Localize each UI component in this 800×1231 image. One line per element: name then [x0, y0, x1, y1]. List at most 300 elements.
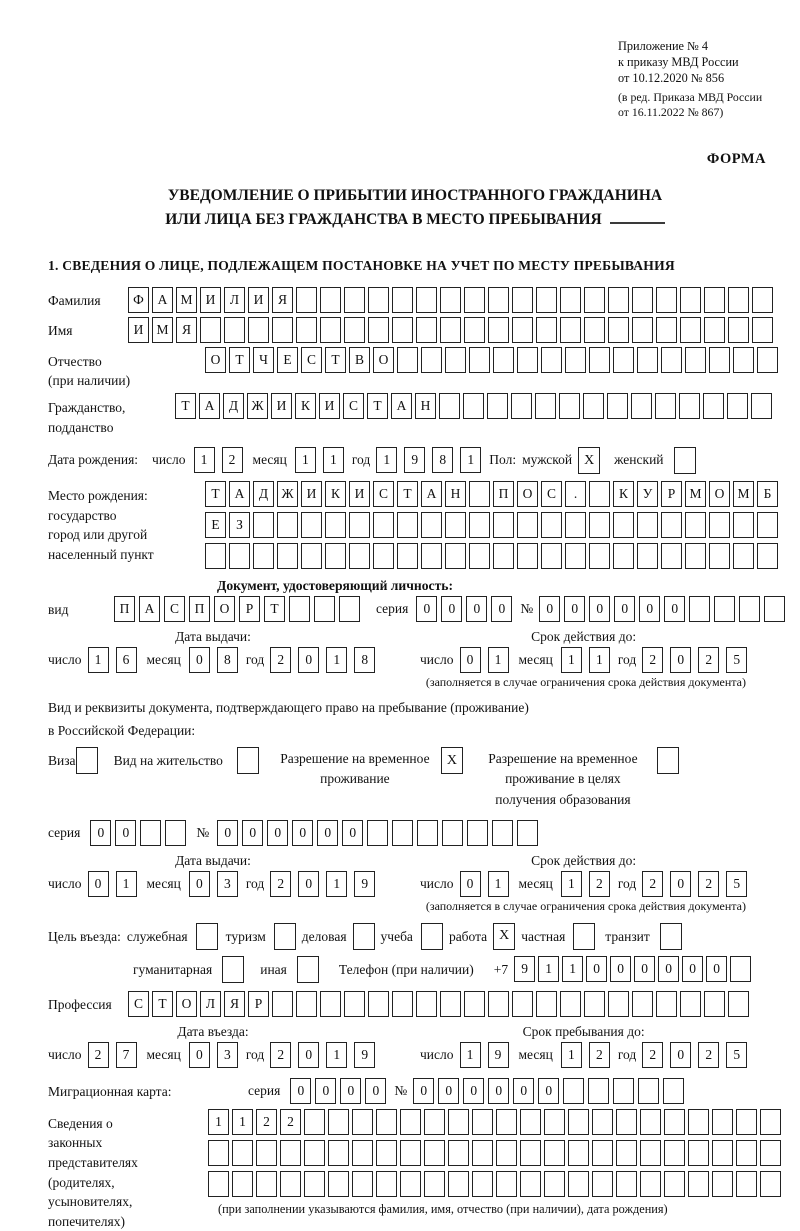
- char-box[interactable]: 1: [88, 647, 109, 673]
- char-box[interactable]: [613, 512, 634, 538]
- char-box[interactable]: [656, 991, 677, 1017]
- char-box[interactable]: [608, 317, 629, 343]
- char-box[interactable]: [493, 347, 514, 373]
- char-box[interactable]: [448, 1140, 469, 1166]
- char-box[interactable]: [559, 393, 580, 419]
- char-box[interactable]: [289, 596, 310, 622]
- temp-residence-edu-checkbox[interactable]: [657, 747, 679, 774]
- char-box[interactable]: С: [373, 481, 394, 507]
- char-box[interactable]: [400, 1109, 421, 1135]
- char-box[interactable]: А: [391, 393, 412, 419]
- char-box[interactable]: [640, 1109, 661, 1135]
- char-box[interactable]: [469, 543, 490, 569]
- char-box[interactable]: Я: [272, 287, 293, 313]
- char-box[interactable]: 0: [538, 1078, 559, 1104]
- char-box[interactable]: 0: [88, 871, 109, 897]
- char-box[interactable]: О: [176, 991, 197, 1017]
- char-box[interactable]: 0: [413, 1078, 434, 1104]
- char-box[interactable]: 0: [539, 596, 560, 622]
- char-box[interactable]: 2: [270, 647, 291, 673]
- char-box[interactable]: [616, 1109, 637, 1135]
- char-box[interactable]: [344, 287, 365, 313]
- char-box[interactable]: С: [164, 596, 185, 622]
- char-box[interactable]: [631, 393, 652, 419]
- char-box[interactable]: [464, 991, 485, 1017]
- char-box[interactable]: Я: [224, 991, 245, 1017]
- char-box[interactable]: [439, 393, 460, 419]
- char-box[interactable]: [511, 393, 532, 419]
- char-box[interactable]: [704, 287, 725, 313]
- char-box[interactable]: 0: [317, 820, 338, 846]
- char-box[interactable]: [541, 543, 562, 569]
- char-box[interactable]: 0: [298, 871, 319, 897]
- char-box[interactable]: [256, 1171, 277, 1197]
- char-box[interactable]: [655, 393, 676, 419]
- char-box[interactable]: [730, 956, 751, 982]
- char-box[interactable]: Т: [397, 481, 418, 507]
- char-box[interactable]: [280, 1171, 301, 1197]
- char-box[interactable]: 0: [298, 647, 319, 673]
- char-box[interactable]: И: [271, 393, 292, 419]
- char-box[interactable]: [472, 1109, 493, 1135]
- char-box[interactable]: 0: [564, 596, 585, 622]
- char-box[interactable]: [232, 1140, 253, 1166]
- char-box[interactable]: И: [128, 317, 149, 343]
- char-box[interactable]: [565, 347, 586, 373]
- char-box[interactable]: Е: [205, 512, 226, 538]
- char-box[interactable]: [589, 543, 610, 569]
- char-box[interactable]: 2: [589, 871, 610, 897]
- char-box[interactable]: [757, 347, 778, 373]
- char-box[interactable]: [592, 1171, 613, 1197]
- char-box[interactable]: [296, 991, 317, 1017]
- char-box[interactable]: [565, 512, 586, 538]
- purpose-study-checkbox[interactable]: [421, 923, 443, 950]
- char-box[interactable]: [588, 1078, 609, 1104]
- char-box[interactable]: 1: [460, 447, 481, 473]
- char-box[interactable]: 1: [232, 1109, 253, 1135]
- char-box[interactable]: М: [152, 317, 173, 343]
- purpose-transit-checkbox[interactable]: [660, 923, 682, 950]
- char-box[interactable]: [328, 1171, 349, 1197]
- char-box[interactable]: 0: [463, 1078, 484, 1104]
- char-box[interactable]: 0: [658, 956, 679, 982]
- char-box[interactable]: [448, 1109, 469, 1135]
- char-box[interactable]: [517, 820, 538, 846]
- char-box[interactable]: [680, 287, 701, 313]
- char-box[interactable]: [464, 287, 485, 313]
- char-box[interactable]: [339, 596, 360, 622]
- char-box[interactable]: [467, 820, 488, 846]
- char-box[interactable]: [397, 347, 418, 373]
- char-box[interactable]: Б: [757, 481, 778, 507]
- char-box[interactable]: [208, 1171, 229, 1197]
- char-box[interactable]: [685, 543, 706, 569]
- char-box[interactable]: [640, 1171, 661, 1197]
- char-box[interactable]: [392, 991, 413, 1017]
- char-box[interactable]: [757, 512, 778, 538]
- char-box[interactable]: 0: [589, 596, 610, 622]
- char-box[interactable]: [733, 512, 754, 538]
- char-box[interactable]: [728, 317, 749, 343]
- char-box[interactable]: 1: [562, 956, 583, 982]
- char-box[interactable]: 1: [460, 1042, 481, 1068]
- char-box[interactable]: [165, 820, 186, 846]
- char-box[interactable]: 8: [354, 647, 375, 673]
- char-box[interactable]: К: [295, 393, 316, 419]
- char-box[interactable]: Т: [325, 347, 346, 373]
- char-box[interactable]: Н: [415, 393, 436, 419]
- char-box[interactable]: 2: [698, 647, 719, 673]
- char-box[interactable]: [421, 347, 442, 373]
- visa-checkbox[interactable]: [76, 747, 98, 774]
- char-box[interactable]: [608, 287, 629, 313]
- char-box[interactable]: [416, 287, 437, 313]
- char-box[interactable]: И: [200, 287, 221, 313]
- char-box[interactable]: 8: [432, 447, 453, 473]
- char-box[interactable]: [736, 1109, 757, 1135]
- char-box[interactable]: [613, 347, 634, 373]
- char-box[interactable]: [445, 512, 466, 538]
- char-box[interactable]: Д: [253, 481, 274, 507]
- char-box[interactable]: 1: [326, 647, 347, 673]
- char-box[interactable]: [739, 596, 760, 622]
- char-box[interactable]: [496, 1109, 517, 1135]
- char-box[interactable]: 1: [326, 871, 347, 897]
- char-box[interactable]: [493, 543, 514, 569]
- char-box[interactable]: 0: [342, 820, 363, 846]
- char-box[interactable]: П: [114, 596, 135, 622]
- char-box[interactable]: 9: [354, 871, 375, 897]
- char-box[interactable]: 5: [726, 1042, 747, 1068]
- char-box[interactable]: 1: [561, 871, 582, 897]
- char-box[interactable]: 0: [340, 1078, 361, 1104]
- female-checkbox[interactable]: [674, 447, 696, 474]
- char-box[interactable]: В: [349, 347, 370, 373]
- char-box[interactable]: [232, 1171, 253, 1197]
- char-box[interactable]: [488, 317, 509, 343]
- char-box[interactable]: [685, 347, 706, 373]
- char-box[interactable]: [679, 393, 700, 419]
- char-box[interactable]: [320, 991, 341, 1017]
- char-box[interactable]: [463, 393, 484, 419]
- char-box[interactable]: [544, 1109, 565, 1135]
- char-box[interactable]: [320, 317, 341, 343]
- char-box[interactable]: [397, 543, 418, 569]
- char-box[interactable]: [256, 1140, 277, 1166]
- char-box[interactable]: [637, 347, 658, 373]
- char-box[interactable]: [632, 287, 653, 313]
- char-box[interactable]: [296, 287, 317, 313]
- char-box[interactable]: [424, 1140, 445, 1166]
- char-box[interactable]: [733, 543, 754, 569]
- char-box[interactable]: С: [541, 481, 562, 507]
- char-box[interactable]: [440, 317, 461, 343]
- char-box[interactable]: [200, 317, 221, 343]
- char-box[interactable]: [512, 317, 533, 343]
- char-box[interactable]: 6: [116, 647, 137, 673]
- char-box[interactable]: 1: [488, 871, 509, 897]
- char-box[interactable]: [733, 347, 754, 373]
- char-box[interactable]: [616, 1171, 637, 1197]
- char-box[interactable]: 2: [642, 871, 663, 897]
- char-box[interactable]: [664, 1171, 685, 1197]
- char-box[interactable]: 1: [295, 447, 316, 473]
- char-box[interactable]: [352, 1109, 373, 1135]
- char-box[interactable]: [760, 1171, 781, 1197]
- char-box[interactable]: [421, 543, 442, 569]
- char-box[interactable]: [328, 1140, 349, 1166]
- char-box[interactable]: Ж: [247, 393, 268, 419]
- purpose-work-checkbox[interactable]: X: [493, 923, 515, 950]
- char-box[interactable]: 0: [365, 1078, 386, 1104]
- char-box[interactable]: И: [319, 393, 340, 419]
- char-box[interactable]: [736, 1171, 757, 1197]
- char-box[interactable]: [709, 543, 730, 569]
- char-box[interactable]: П: [493, 481, 514, 507]
- char-box[interactable]: [417, 820, 438, 846]
- char-box[interactable]: А: [152, 287, 173, 313]
- char-box[interactable]: [488, 991, 509, 1017]
- char-box[interactable]: 0: [634, 956, 655, 982]
- char-box[interactable]: Ж: [277, 481, 298, 507]
- char-box[interactable]: 0: [290, 1078, 311, 1104]
- char-box[interactable]: [488, 287, 509, 313]
- char-box[interactable]: [469, 347, 490, 373]
- char-box[interactable]: [325, 543, 346, 569]
- char-box[interactable]: [272, 991, 293, 1017]
- char-box[interactable]: О: [517, 481, 538, 507]
- char-box[interactable]: [304, 1140, 325, 1166]
- char-box[interactable]: [568, 1140, 589, 1166]
- purpose-private-checkbox[interactable]: [573, 923, 595, 950]
- residence-permit-checkbox[interactable]: [237, 747, 259, 774]
- char-box[interactable]: [689, 596, 710, 622]
- char-box[interactable]: [592, 1140, 613, 1166]
- char-box[interactable]: [661, 512, 682, 538]
- char-box[interactable]: А: [199, 393, 220, 419]
- char-box[interactable]: [544, 1171, 565, 1197]
- char-box[interactable]: Л: [224, 287, 245, 313]
- char-box[interactable]: [536, 317, 557, 343]
- char-box[interactable]: [424, 1109, 445, 1135]
- char-box[interactable]: 5: [726, 647, 747, 673]
- char-box[interactable]: [663, 1078, 684, 1104]
- char-box[interactable]: 0: [664, 596, 685, 622]
- char-box[interactable]: 0: [460, 871, 481, 897]
- char-box[interactable]: [487, 393, 508, 419]
- char-box[interactable]: [536, 287, 557, 313]
- char-box[interactable]: [496, 1171, 517, 1197]
- char-box[interactable]: [752, 317, 773, 343]
- char-box[interactable]: Ч: [253, 347, 274, 373]
- char-box[interactable]: О: [205, 347, 226, 373]
- char-box[interactable]: 9: [354, 1042, 375, 1068]
- char-box[interactable]: [680, 991, 701, 1017]
- char-box[interactable]: [469, 481, 490, 507]
- char-box[interactable]: С: [128, 991, 149, 1017]
- char-box[interactable]: [277, 543, 298, 569]
- char-box[interactable]: Т: [152, 991, 173, 1017]
- char-box[interactable]: [416, 991, 437, 1017]
- char-box[interactable]: 0: [441, 596, 462, 622]
- char-box[interactable]: О: [709, 481, 730, 507]
- char-box[interactable]: [248, 317, 269, 343]
- char-box[interactable]: [589, 512, 610, 538]
- char-box[interactable]: [472, 1140, 493, 1166]
- char-box[interactable]: [325, 512, 346, 538]
- char-box[interactable]: 1: [561, 647, 582, 673]
- char-box[interactable]: [656, 317, 677, 343]
- char-box[interactable]: [764, 596, 785, 622]
- char-box[interactable]: [205, 543, 226, 569]
- char-box[interactable]: [373, 512, 394, 538]
- char-box[interactable]: А: [139, 596, 160, 622]
- char-box[interactable]: 9: [514, 956, 535, 982]
- char-box[interactable]: [520, 1171, 541, 1197]
- char-box[interactable]: [445, 347, 466, 373]
- char-box[interactable]: 2: [222, 447, 243, 473]
- char-box[interactable]: 2: [642, 1042, 663, 1068]
- char-box[interactable]: [344, 991, 365, 1017]
- char-box[interactable]: [589, 481, 610, 507]
- char-box[interactable]: [640, 1140, 661, 1166]
- char-box[interactable]: 0: [438, 1078, 459, 1104]
- char-box[interactable]: [688, 1140, 709, 1166]
- char-box[interactable]: [760, 1140, 781, 1166]
- char-box[interactable]: [736, 1140, 757, 1166]
- char-box[interactable]: [301, 512, 322, 538]
- char-box[interactable]: [703, 393, 724, 419]
- char-box[interactable]: [712, 1140, 733, 1166]
- char-box[interactable]: 1: [194, 447, 215, 473]
- char-box[interactable]: 0: [298, 1042, 319, 1068]
- char-box[interactable]: [568, 1109, 589, 1135]
- char-box[interactable]: 0: [267, 820, 288, 846]
- char-box[interactable]: [583, 393, 604, 419]
- char-box[interactable]: [664, 1109, 685, 1135]
- char-box[interactable]: [712, 1109, 733, 1135]
- char-box[interactable]: 0: [586, 956, 607, 982]
- char-box[interactable]: [661, 543, 682, 569]
- char-box[interactable]: [314, 596, 335, 622]
- char-box[interactable]: С: [343, 393, 364, 419]
- char-box[interactable]: [496, 1140, 517, 1166]
- char-box[interactable]: [472, 1171, 493, 1197]
- char-box[interactable]: 1: [561, 1042, 582, 1068]
- char-box[interactable]: [688, 1109, 709, 1135]
- char-box[interactable]: [560, 287, 581, 313]
- purpose-other-checkbox[interactable]: [297, 956, 319, 983]
- char-box[interactable]: С: [301, 347, 322, 373]
- char-box[interactable]: [397, 512, 418, 538]
- char-box[interactable]: К: [325, 481, 346, 507]
- char-box[interactable]: [517, 543, 538, 569]
- char-box[interactable]: [349, 543, 370, 569]
- char-box[interactable]: [565, 543, 586, 569]
- char-box[interactable]: [584, 287, 605, 313]
- char-box[interactable]: 9: [488, 1042, 509, 1068]
- char-box[interactable]: [296, 317, 317, 343]
- char-box[interactable]: [400, 1171, 421, 1197]
- char-box[interactable]: 1: [326, 1042, 347, 1068]
- char-box[interactable]: 0: [242, 820, 263, 846]
- char-box[interactable]: [280, 1140, 301, 1166]
- char-box[interactable]: [304, 1109, 325, 1135]
- char-box[interactable]: 0: [670, 647, 691, 673]
- char-box[interactable]: [277, 512, 298, 538]
- char-box[interactable]: 0: [115, 820, 136, 846]
- char-box[interactable]: [613, 1078, 634, 1104]
- char-box[interactable]: И: [349, 481, 370, 507]
- purpose-tourism-checkbox[interactable]: [274, 923, 296, 950]
- char-box[interactable]: М: [176, 287, 197, 313]
- purpose-official-checkbox[interactable]: [196, 923, 218, 950]
- char-box[interactable]: [568, 1171, 589, 1197]
- char-box[interactable]: [704, 991, 725, 1017]
- char-box[interactable]: [709, 512, 730, 538]
- char-box[interactable]: 2: [88, 1042, 109, 1068]
- char-box[interactable]: [272, 317, 293, 343]
- char-box[interactable]: [376, 1109, 397, 1135]
- char-box[interactable]: [727, 393, 748, 419]
- male-checkbox[interactable]: X: [578, 447, 600, 474]
- char-box[interactable]: [208, 1140, 229, 1166]
- char-box[interactable]: [752, 287, 773, 313]
- purpose-business-checkbox[interactable]: [353, 923, 375, 950]
- char-box[interactable]: 8: [217, 647, 238, 673]
- char-box[interactable]: 9: [404, 447, 425, 473]
- char-box[interactable]: [140, 820, 161, 846]
- char-box[interactable]: 1: [323, 447, 344, 473]
- char-box[interactable]: 0: [466, 596, 487, 622]
- char-box[interactable]: [712, 1171, 733, 1197]
- char-box[interactable]: [536, 991, 557, 1017]
- char-box[interactable]: [373, 543, 394, 569]
- char-box[interactable]: [376, 1171, 397, 1197]
- char-box[interactable]: [301, 543, 322, 569]
- char-box[interactable]: Т: [205, 481, 226, 507]
- char-box[interactable]: [541, 512, 562, 538]
- char-box[interactable]: Р: [248, 991, 269, 1017]
- char-box[interactable]: Е: [277, 347, 298, 373]
- char-box[interactable]: 0: [682, 956, 703, 982]
- char-box[interactable]: 0: [460, 647, 481, 673]
- char-box[interactable]: 2: [270, 871, 291, 897]
- char-box[interactable]: 0: [513, 1078, 534, 1104]
- char-box[interactable]: 2: [270, 1042, 291, 1068]
- char-box[interactable]: [368, 287, 389, 313]
- char-box[interactable]: 2: [256, 1109, 277, 1135]
- char-box[interactable]: 0: [639, 596, 660, 622]
- char-box[interactable]: [421, 512, 442, 538]
- temp-residence-checkbox[interactable]: X: [441, 747, 463, 774]
- char-box[interactable]: [464, 317, 485, 343]
- char-box[interactable]: [560, 317, 581, 343]
- char-box[interactable]: И: [248, 287, 269, 313]
- char-box[interactable]: 0: [610, 956, 631, 982]
- char-box[interactable]: [608, 991, 629, 1017]
- char-box[interactable]: [589, 347, 610, 373]
- char-box[interactable]: [656, 287, 677, 313]
- char-box[interactable]: [392, 317, 413, 343]
- char-box[interactable]: 3: [217, 871, 238, 897]
- char-box[interactable]: [448, 1171, 469, 1197]
- char-box[interactable]: .: [565, 481, 586, 507]
- char-box[interactable]: Т: [175, 393, 196, 419]
- char-box[interactable]: [584, 991, 605, 1017]
- char-box[interactable]: [344, 317, 365, 343]
